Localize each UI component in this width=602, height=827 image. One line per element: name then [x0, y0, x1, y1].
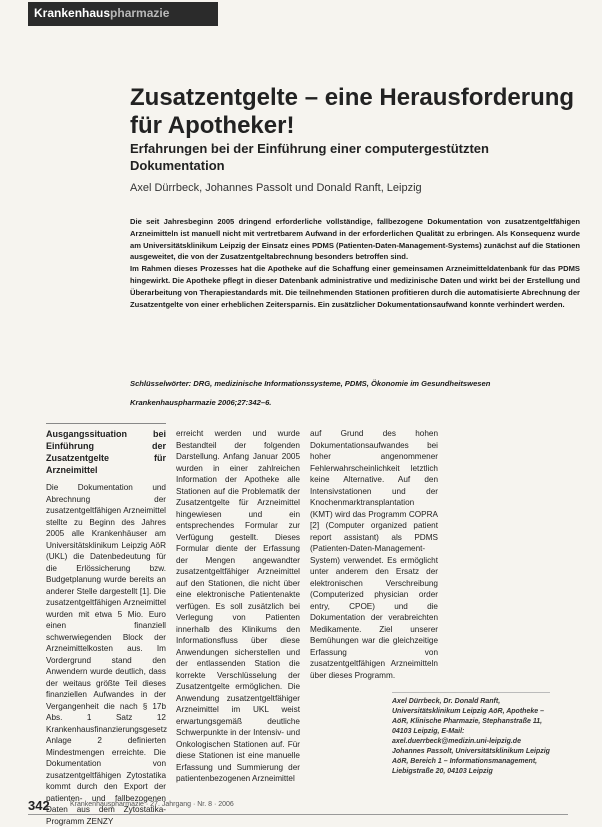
page-number: 342: [28, 798, 50, 813]
body-column-3: [310, 428, 438, 681]
section-header-label: [34, 6, 169, 20]
journal-info: Krankenhauspharmazie · 27. Jahrgang · Nr. 8 · 2006: [70, 801, 234, 808]
body-column-1: [46, 428, 166, 827]
page-footer: [28, 798, 568, 814]
article-authors: Axel Dürrbeck, Johannes Passolt und Donald Ranft, Leipzig: [130, 182, 422, 194]
section-header-main: Krankenhaus: [34, 6, 111, 20]
body-text-col3: auf Grund des hohen Dokumentationsaufwandes bei hoher angenommener Fehlerwahrscheinlichkeit letztlich keine Alternative. Auf den Intensivstationen und der Knochenmarktransplantation (KMT) wird das Programm COPRA [2] (Computer organized patient report assistant) als PDMS (Patienten-Daten-Management-System) verwendet. Es ermöglicht unter anderem den Ersatz der elektronischen Verschreibung (Computerized physician order entry, CPOE) und die Dokumentation der verabreichten Medikamente. Ziel unserer Bemühungen war die gleichzeitige Erfassung von zusatzentgeltfähigen Arzneimitteln über dieses Programm.: [310, 429, 438, 680]
keywords: Schlüsselwörter: DRG, medizinische Informationssysteme, PDMS, Ökonomie im Gesundheitswesen: [130, 379, 491, 388]
article-title: Zusatzentgelte – eine Herausforderung für Apotheker!: [130, 84, 575, 139]
section-header-accent: pharmazie: [110, 6, 170, 20]
citation: Krankenhauspharmazie 2006;27:342–6.: [130, 398, 272, 407]
section-separator: [46, 423, 166, 424]
body-column-2: [176, 428, 300, 785]
body-text-col1: Die Dokumentation und Abrechnung der zusatzentgeltfähigen Arzneimittel stellte zu Beginn des Jahres 2005 alle Krankenhäuser am Universitätsklinikum Leipzig AöR (UKL) die Datenbedeutung für die Erlössicherung bzw. Budgetplanung wurde bereits an anderer Stelle dargestellt [1]. Die zusatzentgeltfähigen Arzneimittel wurden mit etwa 5 Mio. Euro einen finanziell schwerwiegenden Block der Arzneimittelkosten aus. Im Vordergrund stand den Anwendern wurde deutlich, dass der weitaus größte Teil dieses finanziellen Aufwandes in der Vergangenheit die nach § 17b Abs. 1 Satz 12 Krankenhausfinanzierungsgesetz Anlage 2 definierten Mindestmengen erreichte. Die Dokumentation von zusatzentgeltfähigen Zytostatika kommt durch den Export der patienten- und fallbezogenen Daten aus dem Zytostatika-Programm ZENZY: [46, 483, 168, 826]
author-info-box: Axel Dürrbeck, Dr. Donald Ranft, Universitätsklinikum Leipzig AöR, Apotheke – AöR, Klinische Pharmazie, Stephanstraße 11, 04103 Leipzig, E-Mail: axel.duerrbeck@medizin.uni-leipzig.de Johannes Passolt, Universitätsklinikum Leipzig AöR, Bereich 1 – Informationsmanagement, Liebigstraße 20, 04103 Leipzig: [392, 692, 550, 777]
abstract: [130, 216, 580, 310]
section-heading: Ausgangssituation bei Einführung der Zusatzentgelte für Arzneimittel: [46, 429, 166, 475]
footer-rule: [28, 814, 568, 815]
body-text-col2: erreicht werden und wurde Bestandteil der folgenden Darstellung. Anfang Januar 2005 wurden in einer zahlreichen Information der Apotheke alle Stationen auf die Problematik der Zusatzentgelte für Arzneimittel hingewiesen und ein entsprechendes Formular zur Verfügung gestellt. Dieses Formular diente der Erfassung der Mengen angewandter zusatzentgeltfähiger Arzneimittel auf den Stationen, die nicht über eine elektronische Patientenakte verfügen. Es soll zusätzlich bei Verlegung von Patienten innerhalb des Klinikums den Informationsfluss über diese Anwendungen sicherstellen und der entlassenden Station die korrekte Verschlüsselung der Zusatzentgelte ermöglichen. Die Anwendung zusatzentgeltfähiger Arzneimittel im UKL weist erwartungsgemäß deutliche Schwerpunkte in der Intensiv- und Onkologischen Stationen auf. Für diese Stationen ist eine manuelle Erfassung und Summierung der patientenbezogenen Arzneimittel: [176, 429, 300, 783]
article-subtitle: Erfahrungen bei der Einführung einer computergestützten Dokumentation: [130, 141, 489, 173]
abstract-paragraph-2: Im Rahmen dieses Prozesses hat die Apotheke auf die Schaffung einer gemeinsamen Arzneimitteldatenbank für das PDMS hingewirkt. Die Apotheke pflegt in dieser Datenbank administrative und medizinische Daten und wirkt bei der Erstellung und Überarbeitung von Therapiestandards mit. Die teilnehmenden Stationen profitieren durch die automatisierte Abrechnung der Zusatzentgelte von einer erheblichen Zeitersparnis. Ein zusätzlicher Dokumentationsaufwand konnte verhindert werden.: [130, 264, 580, 309]
abstract-paragraph-1: Die seit Jahresbeginn 2005 dringend erforderliche vollständige, fallbezogene Dokumentation von zusatzentgeltfähigen Arzneimitteln ist manuell nicht mit vertretbarem Aufwand in der erforderlichen Qualität zu erbringen. Als Konsequenz wurde am Universitätsklinikum Leipzig der Einsatz eines PDMS (Patienten-Daten-Management-Systems) zunächst auf die Stationen ausgeweitet, die von der Zusatzentgeltabrechnung besonders betroffen sind.: [130, 217, 580, 262]
